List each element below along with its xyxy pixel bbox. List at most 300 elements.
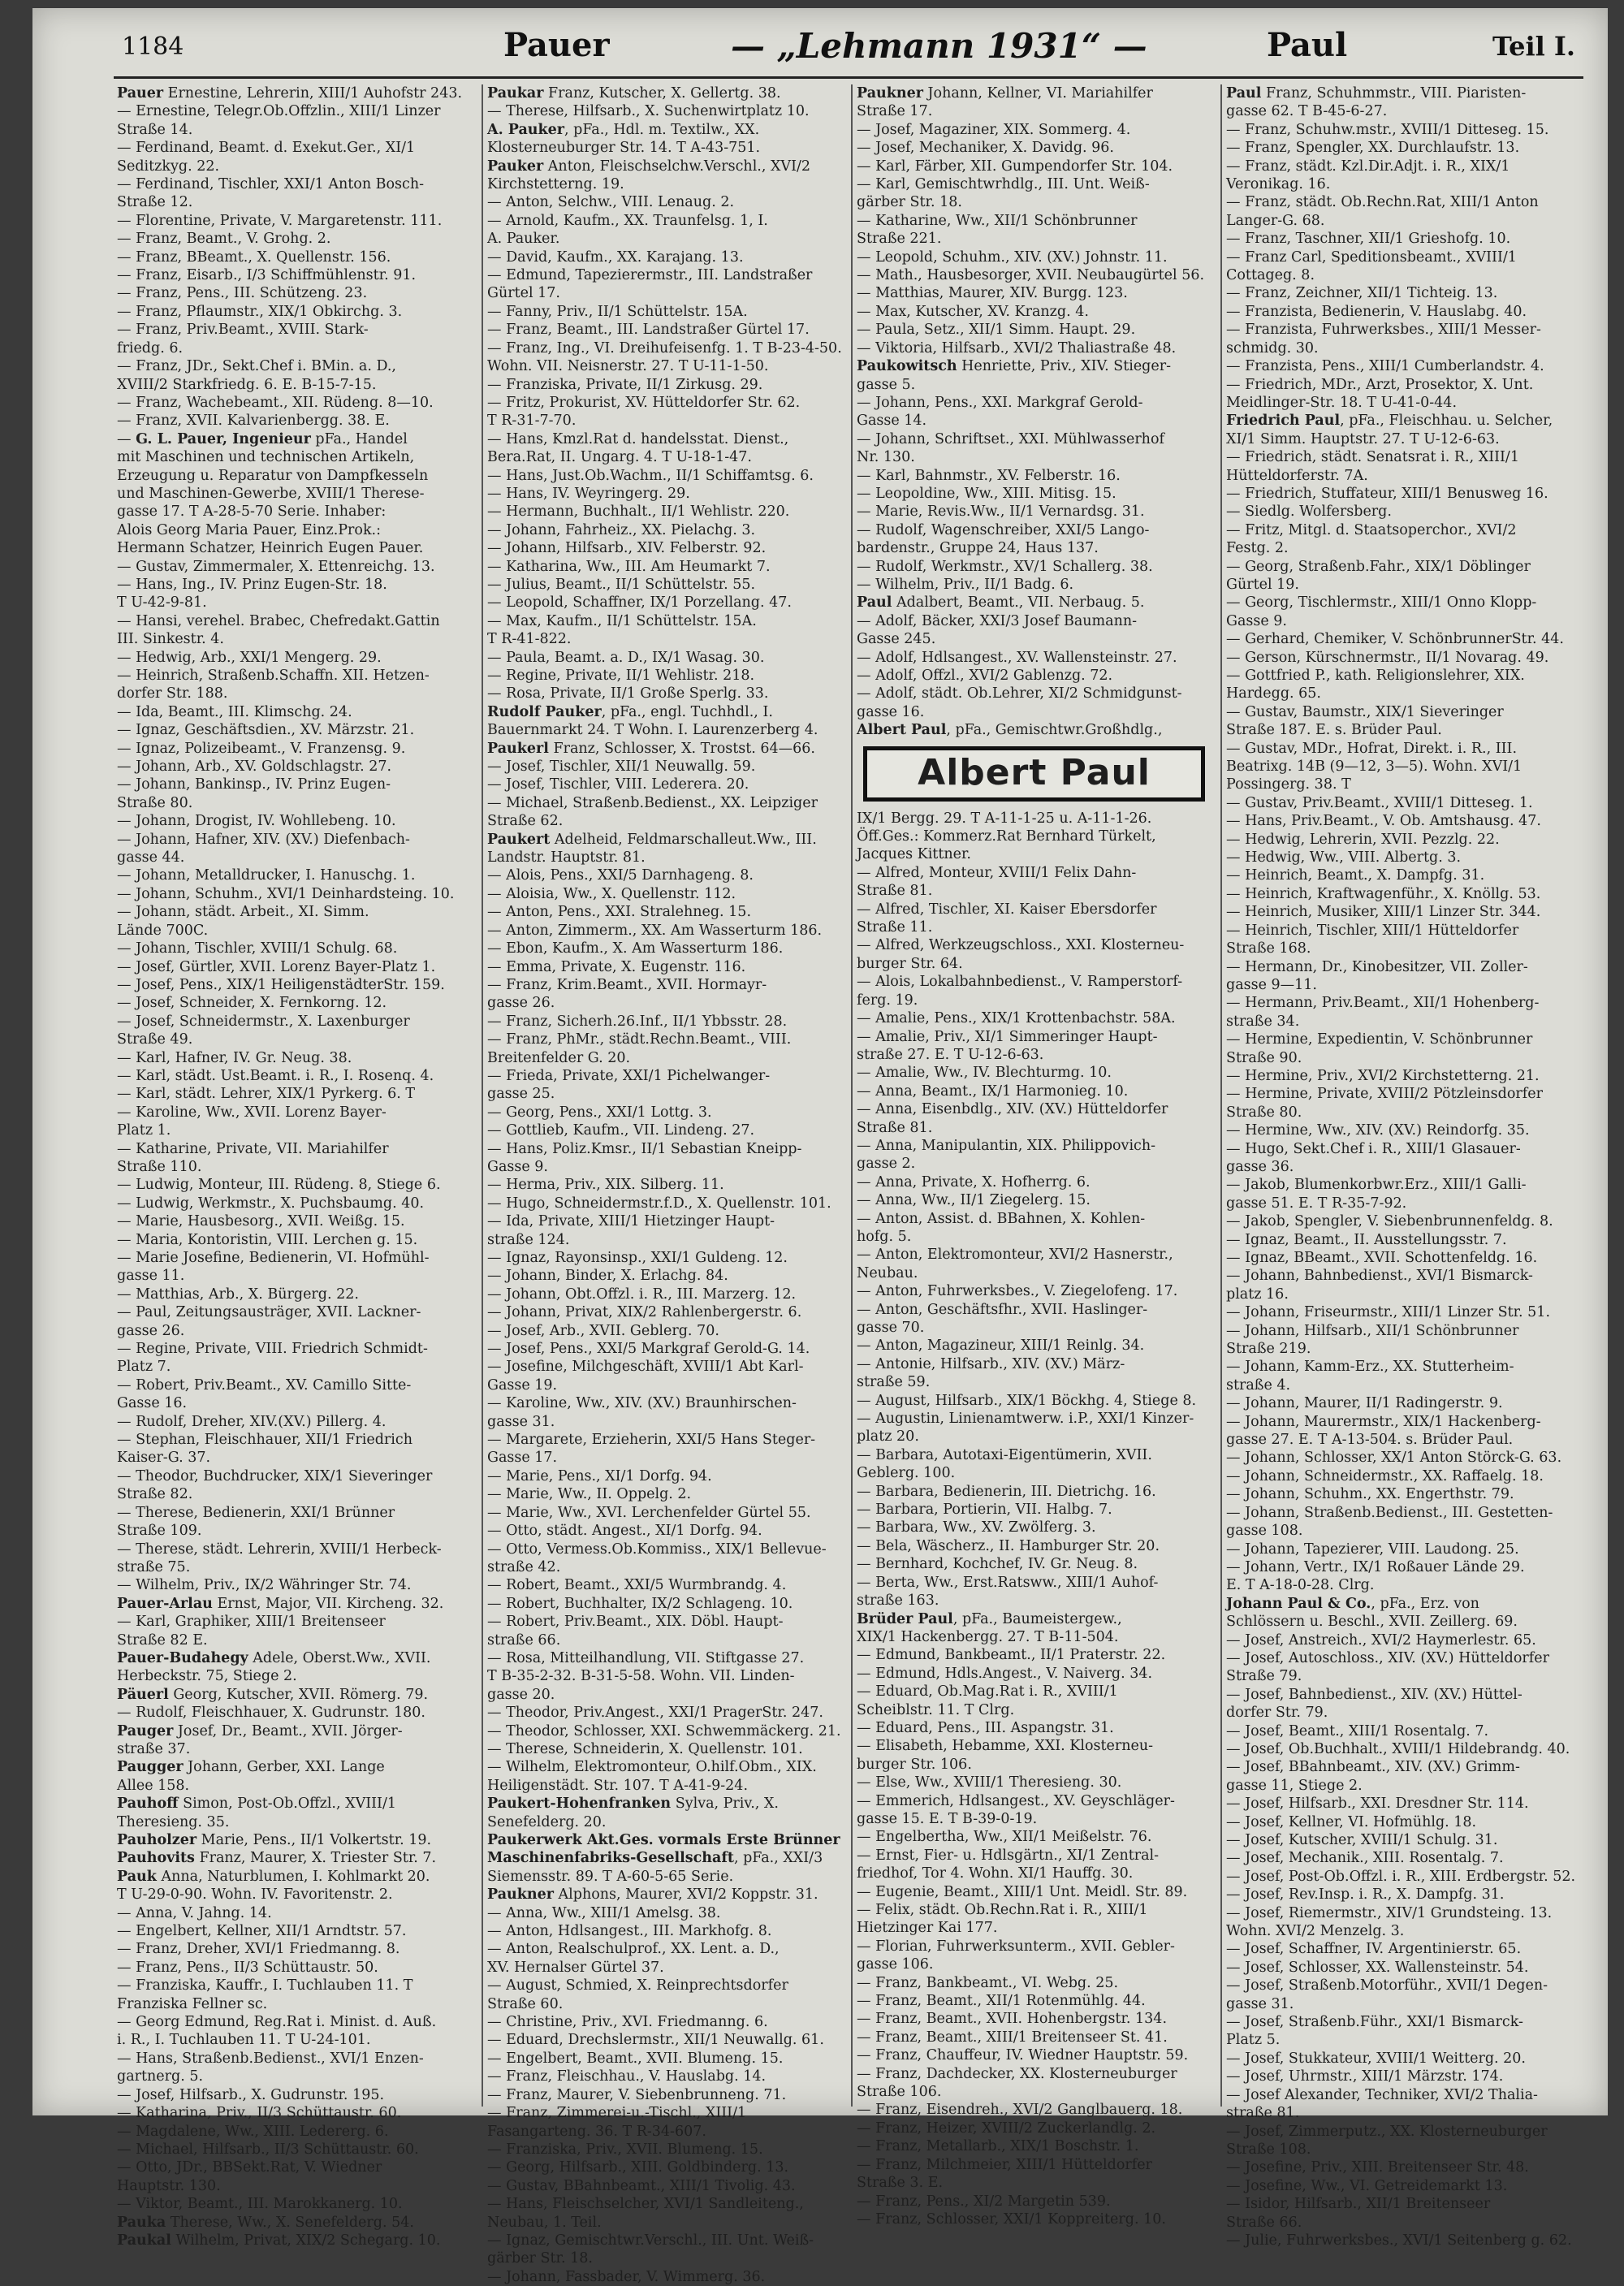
directory-entry: Straße 79. [1226,1668,1302,1685]
directory-entry: Paukerwerk Akt.Ges. vormals Erste Brünner [487,1832,840,1848]
directory-entry: gasse 44. [117,849,185,866]
directory-entry: — Eduard, Ob.Mag.Rat i. R., XVIII/1 [857,1683,1118,1700]
directory-entry: — Johann, städt. Arbeit., XI. Simm. [117,904,369,921]
directory-entry: — Franz, Beamt., V. Grohg. 2. [117,231,331,248]
directory-entry: — Ludwig, Werkmstr., X. Puchsbaumg. 40. [117,1195,425,1212]
directory-entry: — Ferdinand, Tischler, XXI/1 Anton Bosch- [117,176,425,193]
directory-entry: — Franz, städt. Ob.Rechn.Rat, XIII/1 Anton [1226,194,1539,211]
directory-entry: — Franz, Heizer, XVIII/2 Zuckerlandlg. 2. [857,2120,1156,2137]
directory-entry: — Emma, Private, X. Eugenstr. 116. [487,958,746,975]
directory-entry: — Josef, Post-Ob.Offzl. i. R., XIII. Erdbergstr. 52. [1226,1868,1576,1885]
directory-entry: — Josef, Pens., XIX/1 HeiligenstädterStr. 159. [117,976,445,993]
directory-entry: — Anton, Magazineur, XIII/1 Reinlg. 34. [857,1337,1145,1355]
directory-entry: — Rosa, Mitteilhandlung, VII. Stiftgasse 27. [487,1649,805,1666]
directory-entry: — Gustav, MDr., Hofrat, Direkt. i. R., III. [1226,740,1518,757]
directory-title: — „Lehmann 1931“ — [731,26,1147,66]
directory-entry: — Franziska, Kauffr., I. Tuchlauben 11. T [117,1977,413,1994]
directory-entry: — Franz, Ing., VI. Dreihufeisenfg. 1. T B-23-4-50. [487,339,842,357]
directory-entry: — Franz Carl, Speditionsbeamt., XVIII/1 [1226,248,1517,266]
directory-entry: — Ignaz, Rayonsinsp., XXI/1 Guldeng. 12. [487,1250,788,1266]
directory-entry: — Franz, Schlosser, XXI/1 Koppreiterg. 10. [857,2210,1166,2228]
directory-entry: — Anna, Private, X. Hofherrg. 6. [857,1173,1091,1191]
directory-entry: — Gustav, Zimmermaler, X. Ettenreichg. 13. [117,558,435,575]
directory-entry: — Josef, Schneidermstr., X. Laxenburger [117,1013,410,1030]
directory-entry: gasse 108. [1226,1523,1303,1540]
directory-entry: — Rudolf, Wagenschreiber, XXI/5 Lango- [857,521,1150,538]
directory-entry: Johann Paul & Co., pFa., Erz. von [1226,1595,1479,1612]
directory-entry: — Bela, Wäscherz., II. Hamburger Str. 20. [857,1537,1160,1554]
directory-entry: — Anton, Zimmerm., XX. Am Wasserturm 186. [487,922,823,939]
directory-entry: gasse 27. E. T A-13-504. s. Brüder Paul. [1226,1432,1514,1449]
directory-entry: Pauer Ernestine, Lehrerin, XIII/1 Auhofstr 243. [117,85,463,102]
directory-entry: — Anton, Selchw., VIII. Lenaug. 2. [487,194,735,211]
directory-entry: Pauer-Budahegy Adele, Oberst.Ww., XVII. [117,1649,431,1666]
directory-entry: — Karoline, Ww., XIV. (XV.) Braunhirschen- [487,1395,797,1412]
directory-entry: gasse 70. [857,1320,925,1336]
directory-entry: straße 66. [487,1631,561,1649]
directory-entry: — Rudolf, Fleischhauer, X. Gudrunstr. 180. [117,1705,425,1722]
directory-entry: XV. Hernalser Gürtel 37. [487,1959,664,1976]
directory-entry: — Viktoria, Hilfsarb., XVI/2 Thaliastraße 48. [857,339,1177,357]
directory-entry: — Josefine, Ww., VI. Getreidemarkt 13. [1226,2177,1508,2194]
directory-entry: — Anna, Ww., II/1 Ziegelerg. 15. [857,1192,1091,1209]
directory-entry: Straße 82 E. [117,1631,208,1649]
directory-entry: mit Maschinen und technischen Artikeln, [117,449,415,466]
directory-entry: — Fritz, Mitgl. d. Staatsoperchor., XVI/2 [1226,521,1517,538]
directory-entry: — Ignaz, Geschäftsdien., XV. Märzstr. 21. [117,722,415,739]
directory-entry: — Franz, Pens., II/3 Schüttaustr. 50. [117,1959,378,1976]
directory-entry: — Ernst, Fier- u. Hdlsgärtn., XI/1 Zentral- [857,1847,1160,1864]
directory-entry: — Hans, Straßenb.Bedienst., XVI/1 Enzen- [117,2050,424,2067]
directory-entry: Festg. 2. [1226,540,1289,557]
directory-entry: straße 75. [117,1558,191,1575]
directory-entry: — Johann, Obt.Offzl. i. R., III. Marzerg. 12. [487,1286,797,1303]
directory-entry: — G. L. Pauer, Ingenieur pFa., Handel [117,430,408,447]
directory-entry: gasse 26. [487,995,555,1012]
directory-entry: — Otto, Vermess.Ob.Kommiss., XIX/1 Bellevue- [487,1541,827,1558]
directory-column-2 [487,84,842,2285]
directory-entry: — Johann, Hilfsarb., XIV. Felberstr. 92. [487,540,767,557]
directory-entry: dorfer Str. 79. [1226,1705,1328,1722]
directory-entry: — Johann, Tischler, XVIII/1 Schulg. 68. [117,940,398,957]
directory-entry: Neubau, 1. Teil. [487,2214,602,2231]
directory-entry: Gürtel 17. [487,285,560,302]
directory-entry: Beatrixg. 14B (9—12, 3—5). Wohn. XVI/1 [1226,758,1522,776]
directory-entry: — Engelbertha, Ww., XII/1 Meißelstr. 76. [857,1829,1152,1846]
directory-entry: — Hans, IV. Weyringerg. 29. [487,485,690,502]
column-divider [482,84,483,2107]
directory-entry: — Max, Kaufm., II/1 Schüttelstr. 15A. [487,612,757,629]
directory-entry: Hütteldorferstr. 7A. [1226,467,1368,484]
directory-entry: Meidlinger-Str. 18. T U-41-0-44. [1226,394,1458,411]
directory-entry: Straße 49. [117,1031,193,1048]
directory-entry: — Anton, Assist. d. BBahnen, X. Kohlen- [857,1210,1146,1227]
directory-entry: Kaiser-G. 37. [117,1450,211,1467]
directory-entry: Bauernmarkt 24. T Wohn. I. Laurenzerberg 4. [487,722,818,739]
directory-entry: Paugger Johann, Gerber, XXI. Lange [117,1759,385,1776]
directory-entry: Straße 90. [1226,1049,1302,1066]
directory-entry: III. Sinkestr. 4. [117,631,224,648]
directory-entry: — Franzista, Pens., XIII/1 Cumberlandstr. 4. [1226,358,1544,375]
directory-entry: — Alfred, Monteur, XVIII/1 Felix Dahn- [857,864,1137,881]
directory-entry: Scheiblstr. 11. T Clrg. [857,1701,1015,1718]
directory-entry: Klosterneuburger Str. 14. T A-43-751. [487,140,761,157]
directory-entry: — Karl, städt. Ust.Beamt. i. R., I. Rosenq. 4. [117,1067,434,1084]
directory-entry: — Ernestine, Telegr.Ob.Offzlin., XIII/1 Linzer [117,103,441,120]
directory-entry: Wohn. XVI/2 Menzelg. 3. [1226,1923,1405,1940]
directory-entry: — Paula, Beamt. a. D., IX/1 Wasag. 30. [487,649,765,666]
directory-entry: — Edmund, Bankbeamt., II/1 Praterstr. 22. [857,1647,1166,1664]
directory-entry: gasse 25. [487,1086,555,1103]
directory-entry: burger Str. 106. [857,1756,972,1773]
directory-entry: Pauholzer Marie, Pens., II/1 Volkertstr. 19. [117,1832,432,1848]
directory-entry: — Johann, Hilfsarb., XII/1 Schönbrunner [1226,1322,1519,1339]
directory-entry: Straße 81. [857,1119,933,1136]
directory-entry: Gasse 19. [487,1376,558,1394]
directory-entry: — Friedrich, Stuffateur, XIII/1 Benusweg 16. [1226,485,1548,502]
directory-entry: — Leopold, Schuhm., XIV. (XV.) Johnstr. 11. [857,248,1168,266]
directory-entry: — Barbara, Bedienerin, III. Dietrichg. 16. [857,1483,1156,1500]
directory-entry: — Franz, Beamt., XII/1 Rotenmühlg. 44. [857,1993,1146,2010]
directory-entry: — Josef, Schneider, X. Fernkorng. 12. [117,995,387,1012]
directory-entry: — Therese, städt. Lehrerin, XVIII/1 Herbeck- [117,1541,442,1558]
directory-entry: — Ferdinand, Beamt. d. Exekut.Ger., XI/1 [117,140,416,157]
directory-entry: Seditzkyg. 22. [117,158,220,175]
directory-entry: — Florian, Fuhrwerksunterm., XVII. Gebler- [857,1938,1175,1955]
page-number: 1184 [122,32,184,61]
directory-entry: — Jakob, Spengler, V. Siebenbrunnenfeldg. 8. [1226,1213,1553,1230]
directory-entry: — Robert, Priv.Beamt., XV. Camillo Sitte- [117,1376,412,1394]
directory-entry: — Anna, Manipulantin, XIX. Philippovich- [857,1137,1156,1154]
directory-entry: — Anna, V. Jahng. 14. [117,1904,272,1921]
directory-entry: — Elisabeth, Hebamme, XXI. Klosterneu- [857,1738,1154,1755]
directory-entry: — Robert, Priv.Beamt., XIX. Döbl. Haupt- [487,1614,784,1631]
directory-entry: — Franz, Taschner, XII/1 Grieshofg. 10. [1226,231,1511,248]
directory-entry: — Frieda, Private, XXI/1 Pichelwanger- [487,1067,771,1084]
directory-entry: Jacques Kittner. [857,846,971,863]
directory-entry: — Ignaz, Beamt., II. Ausstellungsstr. 7. [1226,1231,1507,1248]
directory-entry: Gasse 17. [487,1450,558,1467]
directory-entry: Paukowitsch Henriette, Priv., XIV. Stieger- [857,358,1172,375]
directory-entry: — Franz, Zeichner, XII/1 Tichteig. 13. [1226,285,1498,302]
directory-entry: — Hans, Poliz.Kmsr., II/1 Sebastian Kneipp- [487,1140,802,1157]
directory-entry: straße 4. [1226,1376,1291,1394]
directory-entry: gasse 15. E. T B-39-0-19. [857,1810,1038,1827]
directory-entry: Gasse 14. [857,413,927,430]
directory-entry: — Fritz, Prokurist, XV. Hütteldorfer Str. 62. [487,394,801,411]
directory-entry: — Hermine, Expedientin, V. Schönbrunner [1226,1031,1533,1048]
directory-entry: — Johann, Schriftset., XXI. Mühlwasserhof [857,430,1164,447]
directory-entry: — Otto, städt. Angest., XI/1 Dorfg. 94. [487,1523,762,1540]
directory-entry: — Johann, Bankinsp., IV. Prinz Eugen- [117,776,391,793]
directory-entry: Straße 80. [117,794,193,811]
directory-entry: — Josef, BBahnbeamt., XIV. (XV.) Grimm- [1226,1759,1520,1776]
directory-entry: — Franz, Pens., III. Schützeng. 23. [117,285,368,302]
directory-entry: Cottageg. 8. [1226,267,1315,284]
directory-entry: Platz 5. [1226,2032,1281,2049]
directory-page [32,8,1608,2285]
directory-entry: — Friedrich, städt. Senatsrat i. R., XIII/1 [1226,449,1519,466]
directory-entry: — Johann, Vertr., IX/1 Roßauer Lände 29. [1226,1558,1525,1575]
directory-entry: — Rosa, Private, II/1 Große Sperlg. 33. [487,685,769,702]
directory-entry: — Leopoldine, Ww., XIII. Mitisg. 15. [857,485,1116,502]
directory-entry: — Josef, Beamt., XIII/1 Rosentalg. 7. [1226,1722,1489,1739]
directory-entry: — Robert, Beamt., XXI/5 Wurmbrandg. 4. [487,1577,787,1594]
directory-entry: — Hedwig, Arb., XXI/1 Mengerg. 29. [117,649,382,666]
directory-entry: — Julius, Beamt., II/1 Schüttelstr. 55. [487,576,756,593]
directory-entry: — Franz, JDr., Sekt.Chef i. BMin. a. D., [117,358,396,375]
directory-entry: — Hermann, Priv.Beamt., XII/1 Hohenberg- [1226,995,1540,1012]
directory-entry: — Josef, Straßenb.Führ., XXI/1 Bismarck- [1226,2014,1523,2031]
directory-entry: — Franz, Bankbeamt., VI. Webg. 25. [857,1974,1119,1991]
directory-entry: Possingerg. 38. T [1226,776,1351,793]
directory-entry: — Karl, Bahnmstr., XV. Felberstr. 16. [857,467,1121,484]
directory-entry: — Josef, Hilfsarb., X. Gudrunstr. 195. [117,2086,385,2103]
directory-entry: — Wilhelm, Priv., II/1 Badg. 6. [857,576,1074,593]
directory-entry: — Johann, Kamm-Erz., XX. Stutterheim- [1226,1359,1514,1376]
directory-entry: friedg. 6. [117,339,184,357]
directory-entry: — Eugenie, Beamt., XIII/1 Unt. Meidl. Str. 89. [857,1883,1188,1900]
directory-entry: T R-31-7-70. [487,413,577,430]
directory-entry: Straße 17. [857,103,933,120]
advertisement-text: Albert Paul [918,752,1151,794]
directory-entry: — Friedrich, MDr., Arzt, Prosektor, X. Unt. [1226,376,1534,393]
directory-entry: — Amalie, Pens., XIX/1 Krottenbachstr. 58A. [857,1010,1176,1027]
directory-entry: — Christine, Priv., XVI. Friedmanng. 6. [487,2014,768,2031]
directory-entry: — Franz, Beamt., XVII. Hohenbergstr. 134. [857,2011,1168,2028]
directory-entry: gasse 51. E. T R-35-7-92. [1226,1195,1407,1212]
directory-entry: — Hugo, Schneidermstr.f.D., X. Quellenstr. 101. [487,1195,831,1212]
left-running-head: Pauer [503,26,610,64]
directory-entry: — Gottlieb, Kaufm., VII. Lindeng. 27. [487,1122,755,1139]
directory-entry: — Marie, Pens., XI/1 Dorfg. 94. [487,1467,712,1484]
directory-entry: gasse 5. [857,376,916,393]
directory-entry: XVIII/2 Starkfriedg. 6. E. B-15-7-15. [117,376,377,393]
directory-entry: — Regine, Private, VIII. Friedrich Schmidt- [117,1341,428,1358]
directory-entry: — Anton, Hdlsangest., III. Markhofg. 8. [487,1923,772,1940]
directory-entry: Straße 168. [1226,940,1311,957]
directory-entry: Rudolf Pauker, pFa., engl. Tuchhdl., I. [487,703,773,720]
directory-entry: Straße 3. E. [857,2175,944,2192]
directory-entry: Wohn. VII. Neisnerstr. 27. T U-11-1-50. [487,358,769,375]
directory-entry: — Theodor, Priv.Angest., XXI/1 PragerStr. 247. [487,1705,823,1722]
directory-entry: — Alois, Lokalbahnbedienst., V. Ramperstorf- [857,974,1183,991]
directory-entry: — Hermine, Priv., XVI/2 Kirchstetterng. 21. [1226,1067,1540,1084]
directory-entry: — Johann, Arb., XV. Goldschlagstr. 27. [117,758,392,776]
directory-entry: — Isidor, Hilfsarb., XII/1 Breitenseer [1226,2196,1491,2213]
directory-entry: — Ignaz, Gemischtwr.Verschl., III. Unt. Weiß- [487,2232,814,2249]
directory-entry: Straße 60. [487,1995,564,2012]
directory-entry: — Josef, Mechanik., XIII. Rosentalg. 7. [1226,1850,1504,1867]
directory-entry: — Josef, Anstreich., XVI/2 Haymerlestr. 65. [1226,1631,1536,1649]
header-rule [114,76,1583,79]
directory-entry: Gasse 9. [487,1158,548,1175]
directory-entry: — Engelbert, Kellner, XII/1 Arndtstr. 57. [117,1923,407,1940]
directory-entry: gasse 62. T B-45-6-27. [1226,103,1388,120]
directory-entry: — Katharina, Ww., III. Am Heumarkt 7. [487,558,771,575]
directory-entry: — Franz, Pflaumstr., XIX/1 Obkirchg. 3. [117,303,403,320]
directory-entry: — Magdalene, Ww., XIII. Ledererg. 6. [117,2123,389,2140]
directory-entry: — Karl, Hafner, IV. Gr. Neug. 38. [117,1049,352,1066]
page-header [122,26,1575,75]
directory-entry: — Franz, Pens., XI/2 Margetin 539. [857,2193,1111,2210]
directory-entry: Gasse 245. [857,631,936,648]
directory-entry: IX/1 Bergg. 29. T A-11-1-25 u. A-11-1-26. [857,810,1152,827]
directory-column-4 [1226,84,1579,2249]
directory-entry: — Josefine, Milchgeschäft, XVIII/1 Abt Karl- [487,1359,804,1376]
directory-entry: — Franz, Sicherh.26.Inf., II/1 Ybbsstr. 28. [487,1013,788,1030]
directory-entry: — Gustav, Baumstr., XIX/1 Sieveringer [1226,703,1504,720]
directory-entry: — Gerhard, Chemiker, V. SchönbrunnerStr. 44. [1226,631,1564,648]
directory-entry: T U-42-9-81. [117,594,207,611]
directory-entry: — Johann, Pens., XXI. Markgraf Gerold- [857,394,1143,411]
directory-entry: — Franz, Metallarb., XIX/1 Boschstr. 1. [857,2138,1139,2155]
directory-entry: — Johann, Fahrheiz., XX. Pielachg. 3. [487,521,756,538]
directory-entry: — Barbara, Portierin, VII. Halbg. 7. [857,1502,1112,1519]
directory-entry: — Anna, Ww., XIII/1 Amelsg. 38. [487,1904,721,1921]
directory-entry: — Josef, Uhrmstr., XIII/1 Märzstr. 174. [1226,2068,1504,2085]
directory-entry: — Eduard, Drechslermstr., XII/1 Neuwallg. 61. [487,2032,824,2049]
directory-entry: — Marie, Hausbesorg., XVII. Weißg. 15. [117,1213,405,1230]
directory-entry: A. Pauker. [487,231,560,248]
directory-entry: — Ebon, Kaufm., X. Am Wasserturm 186. [487,940,784,957]
directory-entry: — Adolf, städt. Ob.Lehrer, XI/2 Schmidgunst- [857,685,1182,702]
directory-entry: — Amalie, Priv., XI/1 Simmeringer Haupt- [857,1028,1158,1045]
directory-entry: Straße 11. [857,919,933,936]
directory-entry: — Alfred, Tischler, XI. Kaiser Ebersdorfer [857,901,1157,918]
directory-entry: gasse 11. [117,1268,185,1285]
directory-entry: — Josef, Mechaniker, X. Davidg. 96. [857,140,1114,157]
directory-entry: straße 124. [487,1231,570,1248]
directory-entry: — Marie, Ww., XVI. Lerchenfelder Gürtel 55. [487,1504,811,1521]
directory-entry: — Therese, Bedienerin, XXI/1 Brünner [117,1504,395,1521]
directory-entry: Hermann Schatzer, Heinrich Eugen Pauer. [117,540,424,557]
directory-entry: Paul Adalbert, Beamt., VII. Nerbaug. 5. [857,594,1145,611]
directory-entry: — Barbara, Autotaxi-Eigentümerin, XVII. [857,1446,1152,1463]
directory-entry: — Else, Ww., XVIII/1 Theresieng. 30. [857,1774,1122,1791]
directory-entry: straße 27. E. T U-12-6-63. [857,1046,1044,1063]
directory-entry: — Alois, Pens., XXI/5 Darnhageng. 8. [487,867,754,884]
directory-entry: — Paula, Setz., XII/1 Simm. Haupt. 29. [857,322,1136,339]
directory-entry: — Anton, Fuhrwerksbes., V. Ziegelofeng. 17. [857,1283,1178,1300]
directory-entry: straße 37. [117,1740,191,1757]
directory-entry: — Anna, Beamt., IX/1 Harmonieg. 10. [857,1083,1129,1100]
directory-entry: — Therese, Hilfsarb., X. Suchenwirtplatz 10. [487,103,810,120]
directory-entry: — Hugo, Sekt.Chef i. R., XIII/1 Glasauer- [1226,1140,1521,1157]
directory-entry: — Wilhelm, Elektromonteur, O.hilf.Obm., XIX. [487,1759,817,1776]
directory-entry: — Josef Alexander, Techniker, XVI/2 Thalia- [1226,2086,1538,2103]
directory-entry: i. R., I. Tuchlauben 11. T U-24-101. [117,2032,371,2049]
directory-entry: — Matthias, Arb., X. Bürgerg. 22. [117,1286,359,1303]
directory-entry: Gasse 9. [1226,612,1287,629]
directory-entry: — Matthias, Maurer, XIV. Burgg. 123. [857,285,1128,302]
directory-entry: — Anton, Pens., XXI. Stralehneg. 15. [487,904,752,921]
directory-entry: — Edmund, Hdls.Angest., V. Naiverg. 34. [857,1665,1153,1682]
directory-entry: — Julie, Fuhrwerksbes., XVI/1 Seitenberg g. 62. [1226,2232,1572,2249]
directory-entry: — Barbara, Ww., XV. Zwölferg. 3. [857,1519,1096,1536]
directory-entry: — Marie, Ww., II. Oppelg. 2. [487,1486,692,1503]
directory-entry: — Josef, Zimmerputz., XX. Klosterneuburger [1226,2123,1548,2140]
directory-entry: Straße 62. [487,813,564,830]
directory-entry: — Johann, Schlosser, XX/1 Anton Störck-G. 63. [1226,1450,1562,1467]
directory-entry: — Georg, Straßenb.Fahr., XIX/1 Döblinger [1226,558,1531,575]
directory-entry: — Regine, Private, II/1 Wehlistr. 218. [487,668,755,684]
directory-entry: gasse 31. [1226,1995,1294,2012]
directory-entry: Straße 106. [857,2084,942,2101]
directory-entry: — Franziska, Private, II/1 Zirkusg. 29. [487,376,763,393]
directory-column-3 [857,84,1210,2228]
directory-entry: — Josef, Gürtler, XVII. Lorenz Bayer-Platz 1. [117,958,436,975]
directory-entry: — Josef, Autoschloss., XIV. (XV.) Hütteldorfer [1226,1649,1549,1666]
directory-entry: — Hermann, Buchhalt., II/1 Wehlistr. 220. [487,503,790,521]
directory-entry: — Therese, Schneiderin, X. Quellenstr. 101. [487,1740,803,1757]
directory-entry: — Franz, Schuhw.mstr., XVIII/1 Ditteseg. 15. [1226,121,1549,138]
directory-entry: — Ignaz, Polizeibeamt., V. Franzensg. 9. [117,740,406,757]
directory-entry: — Josef, Magaziner, XIX. Sommerg. 4. [857,121,1131,138]
directory-entry: — Franz, PhMr., städt.Rechn.Beamt., VIII. [487,1031,792,1048]
directory-entry: Schlössern u. Beschl., XVII. Zeillerg. 69. [1226,1614,1518,1631]
directory-entry: — Maria, Kontoristin, VIII. Lerchen g. 15. [117,1231,418,1248]
directory-entry: — Theodor, Buchdrucker, XIX/1 Sieveringer [117,1467,433,1484]
directory-column-1 [117,84,470,2249]
directory-entry: — Paul, Zeitungsausträger, XVII. Lackner- [117,1304,421,1321]
directory-entry: straße 59. [857,1374,931,1391]
directory-entry: — Josef, Arb., XVII. Geblerg. 70. [487,1322,719,1339]
directory-entry: Landstr. Hauptstr. 81. [487,849,646,866]
directory-entry: — Adolf, Offzl., XVI/2 Gablenzg. 72. [857,668,1113,684]
directory-entry: Gasse 16. [117,1395,188,1412]
directory-entry: — Franz, Chauffeur, IV. Wiedner Hauptstr. 59. [857,2047,1189,2064]
directory-entry: — Hermann, Dr., Kinobesitzer, VII. Zoller- [1226,958,1528,975]
directory-entry: — Josef, Hilfsarb., XXI. Dresdner Str. 114. [1226,1796,1529,1813]
directory-entry: Paukner Alphons, Maurer, XVI/2 Koppstr. 31. [487,1886,818,1904]
directory-entry: — Franz, Beamt., XIII/1 Breitenseer St. 41. [857,2029,1168,2046]
directory-entry: Pauk Anna, Naturblumen, I. Kohlmarkt 20. [117,1868,430,1885]
directory-entry: — Hans, Fleischselcher, XVI/1 Sandleiteng., [487,2196,804,2213]
directory-entry: Paukar Franz, Kutscher, X. Gellertg. 38. [487,85,781,102]
directory-entry: — August, Schmied, X. Reinprechtsdorfer [487,1977,788,1994]
directory-entry: straße 34. [1226,1013,1300,1030]
directory-entry: gasse 9—11. [1226,976,1317,993]
directory-entry: — Hans, Priv.Beamt., V. Ob. Amtshausg. 47. [1226,813,1541,830]
directory-entry: — Franz, Krim.Beamt., XVII. Hormayr- [487,976,767,993]
directory-entry: Paukert Adelheid, Feldmarschalleut.Ww., III. [487,831,817,848]
directory-entry: — Katharina, Priv., II/3 Schüttaustr. 60. [117,2105,402,2122]
directory-entry: — Johann, Drogist, IV. Wohllebeng. 10. [117,813,396,830]
directory-entry: — Hans, Ing., IV. Prinz Eugen-Str. 18. [117,576,387,593]
directory-entry: — August, Hilfsarb., XIX/1 Böckhg. 4, Stiege 8. [857,1392,1197,1409]
directory-entry: schmidg. 30. [1226,339,1319,357]
directory-entry: Straße 81. [857,883,933,900]
directory-entry: Pauhovits Franz, Maurer, X. Triester Str. 7. [117,1850,437,1867]
directory-entry: Platz 1. [117,1122,171,1139]
directory-entry: straße 163. [857,1592,939,1610]
directory-entry: — Franz, Zimmerei-u.-Tischl., XIII/1 [487,2105,747,2122]
directory-entry: Straße 221. [857,231,942,248]
directory-entry: — Hermine, Ww., XIV. (XV.) Reindorfg. 35. [1226,1122,1530,1139]
directory-entry: gasse 17. T A-28-5-70 Serie. Inhaber: [117,503,387,521]
directory-entry: burger Str. 64. [857,955,963,972]
directory-entry: Allee 158. [117,1777,190,1794]
column-divider [851,84,853,2107]
directory-entry: Franziska Fellner sc. [117,1995,268,2012]
directory-entry: — Stephan, Fleischhauer, XII/1 Friedrich [117,1432,412,1449]
directory-entry: — Hedwig, Ww., VIII. Albertg. 3. [1226,849,1462,866]
directory-entry: — Josef, Schaffner, IV. Argentinierstr. 65. [1226,1941,1522,1958]
directory-entry: — Adolf, Bäcker, XXI/3 Josef Baumann- [857,612,1138,629]
directory-entry: — Marie, Revis.Ww., II/1 Vernardsg. 31. [857,503,1145,521]
directory-entry: — Johann, Maurermstr., XIX/1 Hackenberg- [1226,1413,1541,1430]
